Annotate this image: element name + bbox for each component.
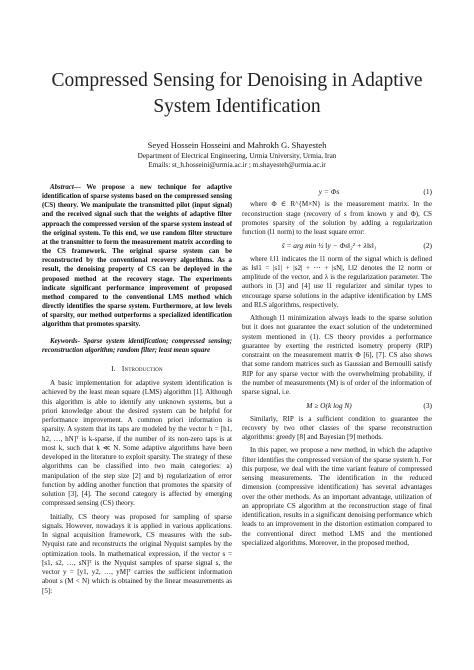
right-column xyxy=(242,183,432,552)
keywords: Keywords- Sparse system identification; compressed sensing; reconstruction algorithm; random filter; least mean square xyxy=(42,337,232,354)
paragraph-recovery: Similarly, RIP is a sufficient condition to guarantee the recovery by two other classes of the sparse reconstruction algorithms: greedy [8] and Bayesian [9] methods. xyxy=(242,414,432,441)
intro-paragraph-1: A basic implementation for adaptive system identification is achieved by the least mean square (LMS) algorithm [1]. Although this algorithm is able to identify any unknown systems, but a priori knowledge about the desired system can be helpful for performance improvement. A common priori information is sparsity. A system that its taps are modeled by the vector h = [h1, h2, …, hN]ᵀ is k-sparse, if the number of its non-zero taps is at most k, such that k ≪ N. Some adaptive algorithms have been developed in the literature to exploit sparsity. The strategy of these algorithms can be classified into two main categories: a) manipulation of the step size [2] and b) regularization of error function by adding another function that promotes the sparsity of solution [3], [4]. The second category is affected by emerging compressed sensing (CS) theory. xyxy=(42,379,232,508)
equation-2-math: ŝ = arg min ½ ‖y − Φs‖₂² + λ‖s‖₁ xyxy=(281,241,377,251)
abstract-lead: Abstract— xyxy=(50,184,81,191)
affiliation: Department of Electrical Engineering, Urmia University, Urmia, Iran xyxy=(137,152,337,160)
paper-title xyxy=(0,68,474,120)
section-heading xyxy=(42,364,232,373)
paragraph-measurement: where Φ ∈ R^{M×N} is the measurement matrix. In the reconstruction stage (recovery of s from known y and Φ), CS promotes sparsity of the solution by adding a regularization function (l1 norm) to the least square error: xyxy=(242,200,432,236)
equation-3 xyxy=(242,401,432,410)
paragraph-proposal: In this paper, we propose a new method, in which the adaptive filter identifies the compressed version of the sparse system h. For this purpose, we deal with the time variant feature of compressed sensing measurements. The identification in the reduced dimension (compressive identification) has several advantages over the other methods. As an important advantage, utilization of an appropriate CS algorithm at the reconstruction stage of final identification, results in a significant denoising performance which leads to an improvement in the distortion estimation compared to the conventional direct method LMS and the mentioned specialized algorithms. Moreover, in the proposed method, xyxy=(242,446,432,547)
equation-1-math: y = Φs xyxy=(318,187,340,196)
equation-1 xyxy=(242,187,432,196)
equation-2 xyxy=(242,241,432,250)
abstract-text: We propose a new technique for adaptive identification of sparse systems based on the compressed sensing (CS) theory. We manipulate the transmitted pilot (input signal) and the received signal such that the weights of adaptive filter approach the compressed version of the sparse system instead of the original system. To this end, we use random filter structure at the transmitter to form the measurement matrix according to the CS framework. The original sparse system can be reconstructed by the conventional recovery algorithms. As a result, the denoising property of CS can be deployed in the proposed method at the recovery stage. The experiments indicate significant performance improvement of proposed method compared to the conventional LMS method which directly identifies the sparse system. Furthermore, at low levels of sparsity, our method outperforms a specialized identification algorithm that promotes sparsity. xyxy=(42,184,232,329)
equation-3-math: M ≥ O(k log N) xyxy=(306,401,352,411)
title-line-1: Compressed Sensing for Denoising in Adaptive xyxy=(51,70,423,91)
intro-paragraph-2: Initially, CS theory was proposed for sampling of sparse signals. However, nowadays it is applied in various applications. In signal acquisition framework, CS measures with the sub-Nyquist rate and reconstructs the original Nyquist samples by the optimization tools. In mathematical expression, if the vector s = [s1, s2, …, sN]ᵀ is the Nyquist samples of sparse signal s, the vector y = [y1, y2, …, yM]ᵀ carries the sufficient information about s (M < N) which is obtained by the linear measurements as [5]: xyxy=(42,512,232,595)
section-numeral: I. xyxy=(111,363,116,373)
section-title: Introduction xyxy=(121,363,163,373)
paragraph-rip: Although l1 minimization always leads to the sparse solution but it does not guarantee the exact solution of the undetermined system mentioned in (1). CS theory provides a performance guarantee by exerting the restricted isometry property (RIP) constraint on the measurement matrix Φ [6], [7]. CS also shows that some random matrices such as Gaussian and Bernoulli satisfy RIP for any sparse vector with the overwhelming probability, if the number of measurements (M) is of order of the information of sparse signal, i.e. xyxy=(242,314,432,396)
emails: Emails: st_h.hosseini@urmia.ac.ir ; m.shayesteh@urmia.ac.ir xyxy=(148,161,326,169)
abstract xyxy=(42,183,232,330)
equation-2-number: (2) xyxy=(423,241,432,251)
authors: Seyed Hossein Hosseini and Mahrokh G. Shayesteh xyxy=(147,140,327,150)
paragraph-norms: where ‖.‖1 indicates the l1 norm of the signal which is defined as ‖s‖1 = |s1| + |s2| + ⋯ + |sN|, ‖.‖2 denotes the l2 norm or amplitude of the vector, and λ is the regularization parameter. The authors in [3] and [4] use l1 regularizer and similar types to encourage sparse solutions in the adaptive identification by LMS and RLS algorithms, respectively. xyxy=(242,254,432,309)
equation-1-number: (1) xyxy=(423,187,432,196)
title-line-2: System Identification xyxy=(153,96,321,117)
left-column xyxy=(42,183,232,600)
equation-3-number: (3) xyxy=(423,401,432,411)
